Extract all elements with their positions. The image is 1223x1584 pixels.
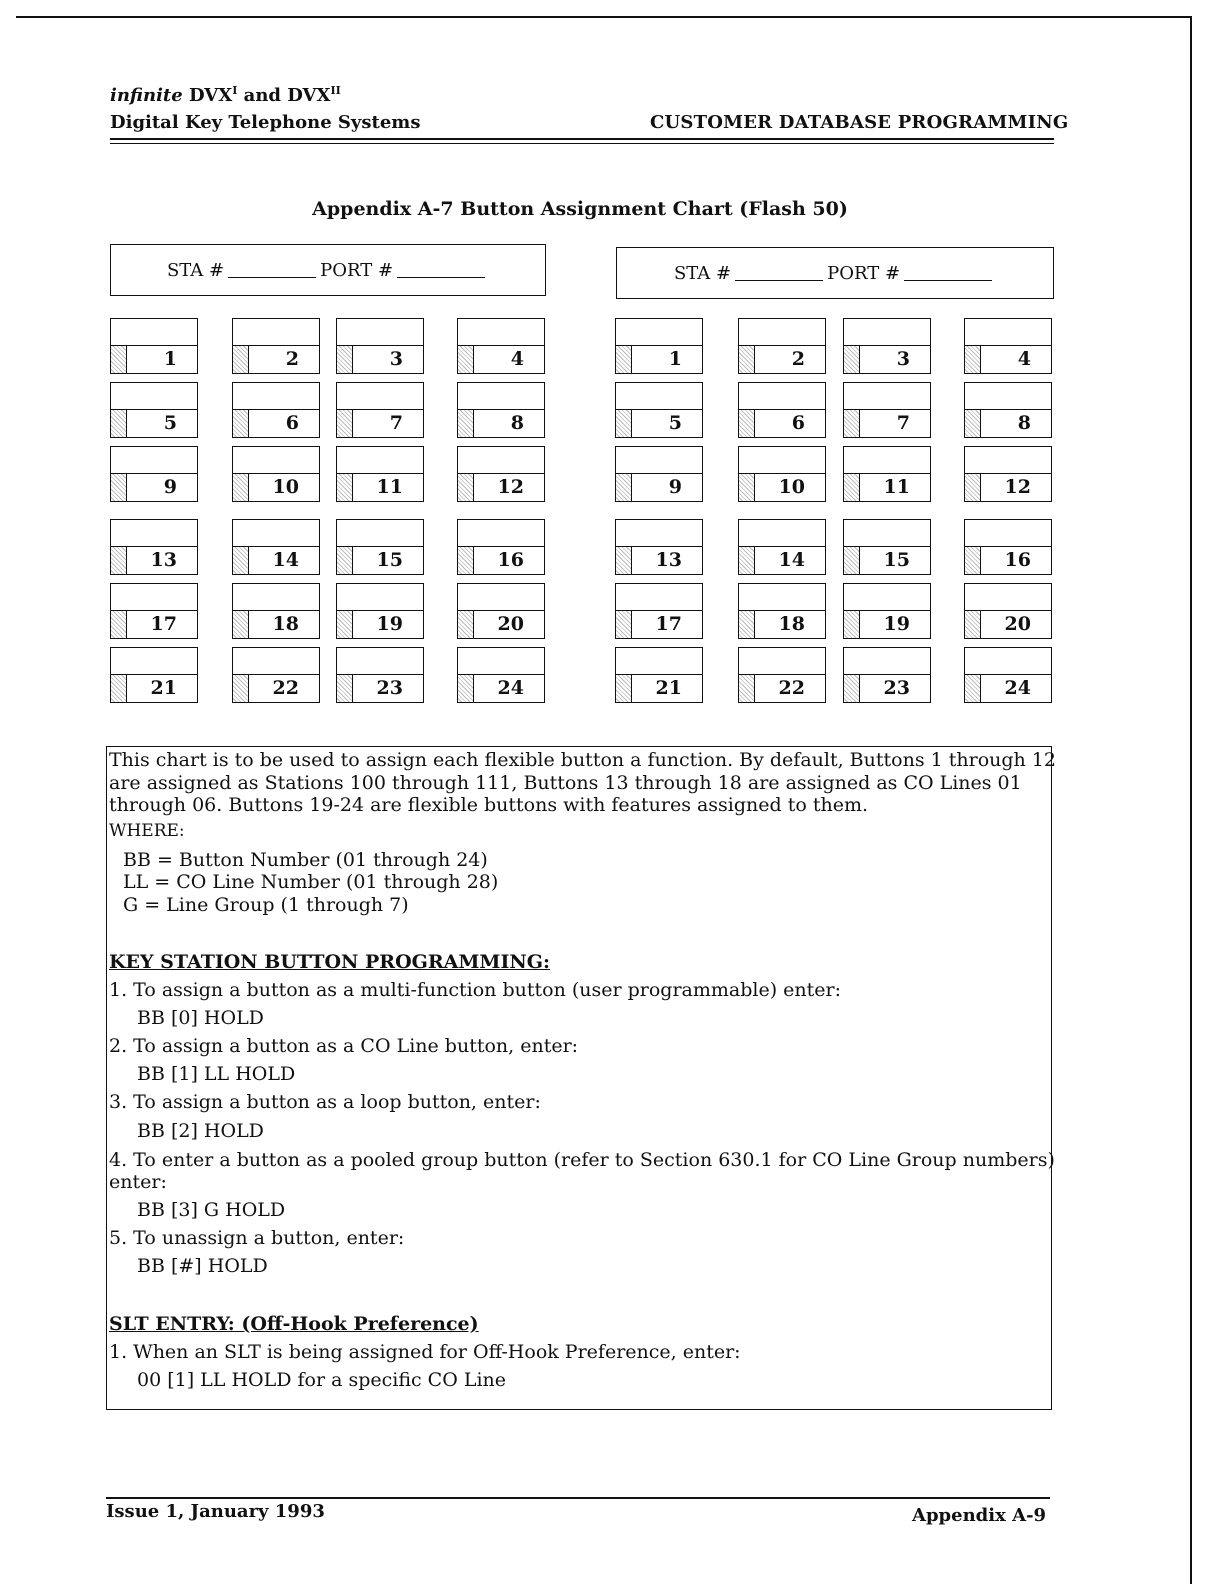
button-slot-right[interactable] [964,446,1052,502]
button-label-field[interactable] [336,318,424,346]
button-label-field[interactable] [964,382,1052,410]
intro-line-3: through 06. Buttons 19-24 are flexible buttons with features assigned to them. [109,794,869,816]
led-indicator-icon [337,547,353,574]
button-number: 21 [655,677,682,699]
button-key [738,546,826,575]
led-indicator-icon [844,611,860,638]
button-key [964,610,1052,639]
led-indicator-icon [337,346,353,373]
button-number: 14 [272,549,299,571]
button-number: 6 [285,412,299,434]
button-slot-left[interactable] [110,446,198,502]
button-slot-left[interactable] [110,318,198,374]
led-indicator-icon [233,410,249,437]
button-number: 17 [655,613,682,635]
button-label-field[interactable] [232,318,320,346]
button-label-field[interactable] [738,318,826,346]
button-label-field[interactable] [964,647,1052,675]
button-number: 18 [272,613,299,635]
port-label: PORT # [320,259,394,281]
button-key [615,345,703,374]
button-number: 8 [1017,412,1031,434]
definition-g: G = Line Group (1 through 7) [123,894,409,916]
button-number: 7 [896,412,910,434]
led-indicator-icon [616,474,632,501]
button-label-field[interactable] [457,382,545,410]
button-slot-left[interactable] [232,382,320,438]
led-indicator-icon [739,474,755,501]
header-rule-thin [110,143,1054,144]
button-key [110,473,198,502]
button-key [336,546,424,575]
button-key [615,546,703,575]
button-key [964,409,1052,438]
button-slot-left[interactable] [336,647,424,703]
led-indicator-icon [458,547,474,574]
led-indicator-icon [337,410,353,437]
button-slot-right[interactable] [615,318,703,374]
button-key [232,473,320,502]
button-number: 3 [896,348,910,370]
led-indicator-icon [739,410,755,437]
button-label-field[interactable] [615,647,703,675]
led-indicator-icon [965,410,981,437]
button-number: 14 [778,549,805,571]
button-slot-right[interactable] [615,583,703,639]
button-label-field[interactable] [336,519,424,547]
button-label-field[interactable] [615,583,703,611]
button-slot-left[interactable] [457,519,545,575]
led-indicator-icon [844,675,860,702]
button-slot-right[interactable] [964,583,1052,639]
button-key [615,674,703,703]
button-label-field[interactable] [738,382,826,410]
button-slot-left[interactable] [457,382,545,438]
led-indicator-icon [111,547,127,574]
led-indicator-icon [233,474,249,501]
led-indicator-icon [458,346,474,373]
button-number: 20 [1004,613,1031,635]
button-number: 11 [376,476,403,498]
led-indicator-icon [965,611,981,638]
button-label-field[interactable] [964,318,1052,346]
button-key [336,610,424,639]
button-key [232,674,320,703]
header-subtitle: Digital Key Telephone Systems [110,112,421,133]
button-key [110,674,198,703]
led-indicator-icon [458,675,474,702]
header-model-sup1: I [232,84,238,97]
header-brand: infinite [110,85,183,106]
button-label-field[interactable] [843,318,931,346]
button-key [110,546,198,575]
led-indicator-icon [965,346,981,373]
button-label-field[interactable] [843,519,931,547]
button-number: 1 [163,348,177,370]
button-key [457,473,545,502]
button-number: 18 [778,613,805,635]
button-slot-right[interactable] [964,382,1052,438]
button-label-field[interactable] [615,318,703,346]
button-number: 19 [883,613,910,635]
button-slot-right[interactable] [964,647,1052,703]
port-blank[interactable] [904,266,992,281]
button-label-field[interactable] [843,647,931,675]
button-label-field[interactable] [457,647,545,675]
button-label-field[interactable] [336,446,424,474]
page-frame-right [1190,16,1192,1584]
step-4-continued: enter: [109,1171,167,1193]
button-key [110,409,198,438]
button-label-field[interactable] [336,583,424,611]
led-indicator-icon [233,547,249,574]
button-key [738,409,826,438]
led-indicator-icon [233,346,249,373]
button-key [738,610,826,639]
button-label-field[interactable] [964,446,1052,474]
button-label-field[interactable] [738,446,826,474]
led-indicator-icon [337,611,353,638]
button-slot-left[interactable] [110,583,198,639]
button-key [964,674,1052,703]
button-slot-left[interactable] [336,382,424,438]
intro-line-2: are assigned as Stations 100 through 111, Buttons 13 through 18 are assigned as CO Lines 01 [109,772,1022,794]
button-key [843,546,931,575]
button-label-field[interactable] [964,583,1052,611]
key-station-heading: KEY STATION BUTTON PROGRAMMING: [109,951,550,973]
instructions-box [106,746,1056,1410]
button-slot-left[interactable] [336,519,424,575]
button-label-field[interactable] [615,519,703,547]
step-3-code: BB [2] HOLD [137,1120,264,1142]
button-slot-right[interactable] [964,318,1052,374]
footer-page-number: Appendix A-9 [912,1505,1047,1526]
led-indicator-icon [844,346,860,373]
button-label-field[interactable] [336,382,424,410]
button-number: 17 [150,613,177,635]
led-indicator-icon [965,675,981,702]
button-number: 19 [376,613,403,635]
step-1-code: BB [0] HOLD [137,1007,264,1029]
button-label-field[interactable] [336,647,424,675]
button-number: 16 [497,549,524,571]
button-key [738,345,826,374]
button-slot-right[interactable] [615,647,703,703]
button-label-field[interactable] [110,519,198,547]
footer-issue: Issue 1, January 1993 [106,1501,325,1522]
button-slot-left[interactable] [110,519,198,575]
button-key [964,546,1052,575]
sta-label: STA # [166,259,225,281]
button-slot-right[interactable] [843,318,931,374]
button-label-field[interactable] [110,318,198,346]
button-label-field[interactable] [232,583,320,611]
button-label-field[interactable] [457,446,545,474]
led-indicator-icon [965,547,981,574]
button-number: 4 [1017,348,1031,370]
button-key [738,674,826,703]
button-key [615,409,703,438]
led-indicator-icon [616,611,632,638]
port-label: PORT # [827,262,901,284]
page-frame-top [16,16,1192,18]
button-slot-left[interactable] [457,446,545,502]
button-key [964,345,1052,374]
header-model: DVX [188,85,233,106]
header-rule [110,138,1054,140]
button-label-field[interactable] [615,382,703,410]
button-slot-right[interactable] [738,446,826,502]
button-slot-right[interactable] [738,318,826,374]
button-number: 9 [668,476,682,498]
button-slot-left[interactable] [336,318,424,374]
step-4: 4. To enter a button as a pooled group button (refer to Section 630.1 for CO Line Group numbers) [109,1149,1055,1171]
button-label-field[interactable] [615,446,703,474]
where-label: WHERE: [109,821,185,841]
led-indicator-icon [844,474,860,501]
button-key [738,473,826,502]
led-indicator-icon [111,611,127,638]
sta-label: STA # [673,262,732,284]
button-number: 21 [150,677,177,699]
button-slot-left[interactable] [232,583,320,639]
button-number: 23 [883,677,910,699]
button-label-field[interactable] [738,647,826,675]
led-indicator-icon [844,547,860,574]
button-label-field[interactable] [457,318,545,346]
button-slot-left[interactable] [457,318,545,374]
button-slot-right[interactable] [615,519,703,575]
button-key [110,610,198,639]
button-number: 12 [1004,476,1031,498]
button-key [336,473,424,502]
button-slot-right[interactable] [843,519,931,575]
button-slot-left[interactable] [232,446,320,502]
definition-ll: LL = CO Line Number (01 through 28) [123,871,499,893]
button-label-field[interactable] [964,519,1052,547]
led-indicator-icon [739,675,755,702]
button-label-field[interactable] [110,647,198,675]
led-indicator-icon [458,611,474,638]
led-indicator-icon [739,346,755,373]
button-number: 22 [778,677,805,699]
led-indicator-icon [111,410,127,437]
button-slot-left[interactable] [232,519,320,575]
led-indicator-icon [458,410,474,437]
button-slot-right[interactable] [964,519,1052,575]
button-number: 13 [655,549,682,571]
button-slot-right[interactable] [843,647,931,703]
button-label-field[interactable] [232,647,320,675]
button-slot-right[interactable] [843,446,931,502]
button-label-field[interactable] [232,519,320,547]
led-indicator-icon [844,410,860,437]
button-key [457,409,545,438]
led-indicator-icon [965,474,981,501]
button-key [457,674,545,703]
button-number: 9 [163,476,177,498]
button-key [232,546,320,575]
led-indicator-icon [111,474,127,501]
button-label-field[interactable] [457,583,545,611]
step-3: 3. To assign a button as a loop button, enter: [109,1091,541,1113]
button-number: 24 [1004,677,1031,699]
button-slot-right[interactable] [843,583,931,639]
step-2-code: BB [1] LL HOLD [137,1063,296,1085]
chart-title: Appendix A-7 Button Assignment Chart (Flash 50) [312,198,848,220]
button-label-field[interactable] [232,382,320,410]
led-indicator-icon [616,410,632,437]
button-label-field[interactable] [457,519,545,547]
button-key [457,345,545,374]
slt-step-1: 1. When an SLT is being assigned for Off-Hook Preference, enter: [109,1341,741,1363]
button-label-field[interactable] [110,446,198,474]
button-label-field[interactable] [843,382,931,410]
step-1: 1. To assign a button as a multi-function button (user programmable) enter: [109,979,842,1001]
button-label-field[interactable] [110,382,198,410]
button-key [110,345,198,374]
button-number: 24 [497,677,524,699]
button-slot-right[interactable] [738,519,826,575]
button-number: 20 [497,613,524,635]
button-key [232,345,320,374]
button-key [457,610,545,639]
led-indicator-icon [337,675,353,702]
button-slot-right[interactable] [738,647,826,703]
button-key [457,546,545,575]
button-slot-left[interactable] [457,647,545,703]
led-indicator-icon [233,675,249,702]
button-slot-left[interactable] [232,647,320,703]
button-number: 5 [668,412,682,434]
button-slot-left[interactable] [457,583,545,639]
button-number: 5 [163,412,177,434]
button-label-field[interactable] [232,446,320,474]
slt-entry-heading: SLT ENTRY: (Off-Hook Preference) [109,1313,479,1335]
button-slot-left[interactable] [232,318,320,374]
footer-rule [106,1497,1050,1499]
button-key [843,409,931,438]
led-indicator-icon [337,474,353,501]
button-number: 22 [272,677,299,699]
button-slot-right[interactable] [738,583,826,639]
step-4-code: BB [3] G HOLD [137,1199,286,1221]
button-key [615,473,703,502]
button-number: 11 [883,476,910,498]
button-key [843,674,931,703]
button-label-field[interactable] [110,583,198,611]
button-number: 2 [285,348,299,370]
button-key [336,674,424,703]
button-number: 6 [791,412,805,434]
led-indicator-icon [616,675,632,702]
led-indicator-icon [616,346,632,373]
led-indicator-icon [739,547,755,574]
button-number: 13 [150,549,177,571]
led-indicator-icon [111,675,127,702]
button-number: 15 [883,549,910,571]
led-indicator-icon [616,547,632,574]
step-2: 2. To assign a button as a CO Line button, enter: [109,1035,579,1057]
port-blank[interactable] [397,263,485,278]
led-indicator-icon [739,611,755,638]
header-model-and: and DVX [243,85,331,106]
button-number: 4 [510,348,524,370]
button-slot-right[interactable] [738,382,826,438]
button-slot-right[interactable] [615,382,703,438]
button-number: 2 [791,348,805,370]
button-label-field[interactable] [738,519,826,547]
intro-line-1: This chart is to be used to assign each flexible button a function. By default, Buttons 1 through 12 [109,749,1056,771]
button-key [232,610,320,639]
sta-port-box-right [616,247,1054,299]
button-key [843,610,931,639]
definition-bb: BB = Button Number (01 through 24) [123,849,488,871]
button-slot-left[interactable] [110,647,198,703]
button-key [843,345,931,374]
button-number: 10 [272,476,299,498]
led-indicator-icon [111,346,127,373]
button-number: 16 [1004,549,1031,571]
button-label-field[interactable] [843,446,931,474]
button-slot-right[interactable] [615,446,703,502]
sta-blank[interactable] [228,263,316,278]
step-5: 5. To unassign a button, enter: [109,1227,405,1249]
sta-port-box-left [110,244,546,296]
step-5-code: BB [#] HOLD [137,1255,268,1277]
button-key [964,473,1052,502]
button-number: 7 [389,412,403,434]
button-number: 15 [376,549,403,571]
button-number: 12 [497,476,524,498]
button-key [232,409,320,438]
header-model-sup2: II [330,84,341,97]
button-key [336,409,424,438]
button-slot-left[interactable] [336,583,424,639]
button-key [843,473,931,502]
button-number: 3 [389,348,403,370]
button-slot-left[interactable] [336,446,424,502]
led-indicator-icon [458,474,474,501]
slt-step-1-code: 00 [1] LL HOLD for a specific CO Line [137,1369,506,1391]
button-slot-right[interactable] [843,382,931,438]
button-slot-left[interactable] [110,382,198,438]
sta-blank[interactable] [735,266,823,281]
button-key [336,345,424,374]
button-number: 8 [510,412,524,434]
header-product [110,84,341,106]
button-label-field[interactable] [843,583,931,611]
button-number: 23 [376,677,403,699]
led-indicator-icon [233,611,249,638]
button-key [615,610,703,639]
button-number: 1 [668,348,682,370]
button-number: 10 [778,476,805,498]
header-section: CUSTOMER DATABASE PROGRAMMING [650,112,1069,133]
button-label-field[interactable] [738,583,826,611]
